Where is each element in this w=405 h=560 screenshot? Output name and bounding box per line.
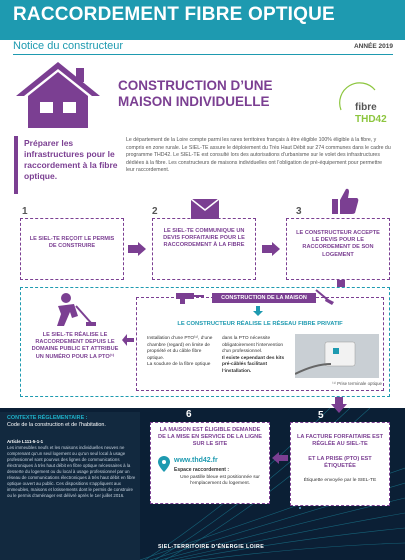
context-article [7,439,137,499]
construction-col2 [222,336,288,375]
thd42-logo [335,80,387,132]
shovel-icon [314,288,336,306]
step1-number: 1 [22,206,28,217]
envelope-icon [190,198,220,220]
header-divider [13,54,393,55]
page-title: RACCORDEMENT FIBRE OPTIQUE [13,4,335,25]
arrow-down-icon [331,397,347,413]
construction-col2-text: dans la PTO nécessite obligatoirement l’intervention d’un professionnel. [222,336,284,354]
house-icon [14,60,102,130]
worker-digging-icon [48,292,98,328]
construction-col1-text: Installation d’une PTO⁽¹⁾, d’une chambre (regard) en limite de propriété et du câble fibre optique. [147,336,213,361]
pto-caption: ⁽¹⁾ Prise terminale optique [332,381,382,386]
intro-text: Le département de la Loire compte parmi les rares territoires français à être éligible 100% éligible à la fibre, y compris en zone rurale. Le SIEL-TE assure le déploiement du Très Haut Débit sur 274 communes dans le cadre du programme THD42. Le SIEL-TE est consulté lors des autorisations d’urbanisme sur le volet des infrastructures dédiées à la fibre. Les constructeurs de maisons individuelles ont l’obligation de pré-équipement pour permettre leur raccordement. [126,137,391,174]
year-label: ANNÉE 2019 [353,43,393,50]
arrow-right-icon [128,242,146,256]
section-title-line2: MAISON INDIVIDUELLE [118,94,270,109]
step6-space: Espace raccordement : [174,467,230,473]
step4-text: LE SIEL-TE RÉALISE LE RACCORDEMENT DEPUIS LE DOMAINE PUBLIC ET ATTRIBUE UN NUMÉRO POUR LA PTO⁽¹⁾ [31,332,119,360]
step2-text: LE SIEL-TE COMMUNIQUE UN DEVIS FORFAITAIRE POUR LE RACCORDEMENT À LA FIBRE [163,228,245,249]
drill-icon [172,290,206,304]
section-title [118,78,273,110]
map-pin-icon [158,456,170,472]
footer-organization: SIEL-TERRITOIRE D’ÉNERGIE LOIRE [158,544,265,550]
context-title-line1: CONTEXTE RÉGLEMENTAIRE : [7,415,88,421]
intro-title: Préparer les infrastructures pour le raccordement à la fibre optique. [24,138,118,181]
context-article-title: Article L111-5-1-1 [7,439,44,444]
construction-col1b-text: La soudure de la fibre optique [147,362,211,367]
arrow-left-icon [122,334,134,346]
arrow-left-icon [272,452,288,464]
step5-text1: LA FACTURE FORFAITAIRE EST RÉGLÉE AU SIEL-TE [296,434,384,448]
thumbs-up-icon [330,186,360,216]
logo-word2: THD42 [355,114,387,125]
pto-photo [295,334,379,378]
step6-space-note: Une pastille bleue est positionnée sur l’emplacement du logement. [180,475,260,487]
step5-text2: ET LA PRISE (PTO) EST ÉTIQUETÉE [308,456,372,470]
context-article-body: Les immeubles neufs et les maisons individuelles neuves ne comprenant qu’un seul logement ou qu’un seul local à usage professionnel sont pourvus des lignes de communications électroniques à très haut débit en fibre optique nécessaires à la desserte du logement ou du local à usage professionnel par un réseau de communications électroniques à très haut débit en fibre optique ouvert au public. Ces dispositions s’appliquent aux immeubles, maisons et lotissements dont le permis de construire ou le permis d’aménager est délivré après le 1er juillet 2016. [7,445,136,498]
step5-number: 5 [318,410,324,421]
logo-word1: fibre [355,102,377,113]
step6-number: 6 [186,409,192,420]
step3-number: 3 [296,206,302,217]
construction-label: CONSTRUCTION DE LA MAISON [221,294,307,301]
arrow-down-icon [253,306,263,316]
context-title-line2: Code de la construction et de l’habitation. [7,422,106,428]
step6-text: LA MAISON EST ÉLIGIBLE DEMANDE DE LA MISE EN SERVICE DE LA LIGNE SUR LE SITE [158,427,262,448]
page-subtitle: Notice du constructeur [13,40,124,52]
step3-text: LE CONSTRUCTEUR ACCEPTE LE DEVIS POUR LE RACCORDEMENT DE SON LOGEMENT [296,230,380,258]
step6-url-link[interactable]: www.thd42.fr [174,457,218,464]
step2-number: 2 [152,206,158,217]
step1-text: LE SIEL-TE REÇOIT LE PERMIS DE CONSTRUIRE [29,236,115,250]
intro-accent-bar [14,136,18,194]
arrow-right-icon [262,242,280,256]
step5-note: Étiquette envoyée par le SIEL-TE [303,478,377,483]
construction-col2b-text: Il existe cependant des kits pré-câblés facilitant l’installation. [222,355,285,374]
construction-subtitle: LE CONSTRUCTEUR RÉALISE LE RÉSEAU FIBRE PRIVATIF [177,321,343,327]
section-title-line1: CONSTRUCTION D’UNE [118,78,273,93]
header-bar [0,0,405,40]
context-title [7,415,137,429]
construction-col1 [147,336,213,369]
